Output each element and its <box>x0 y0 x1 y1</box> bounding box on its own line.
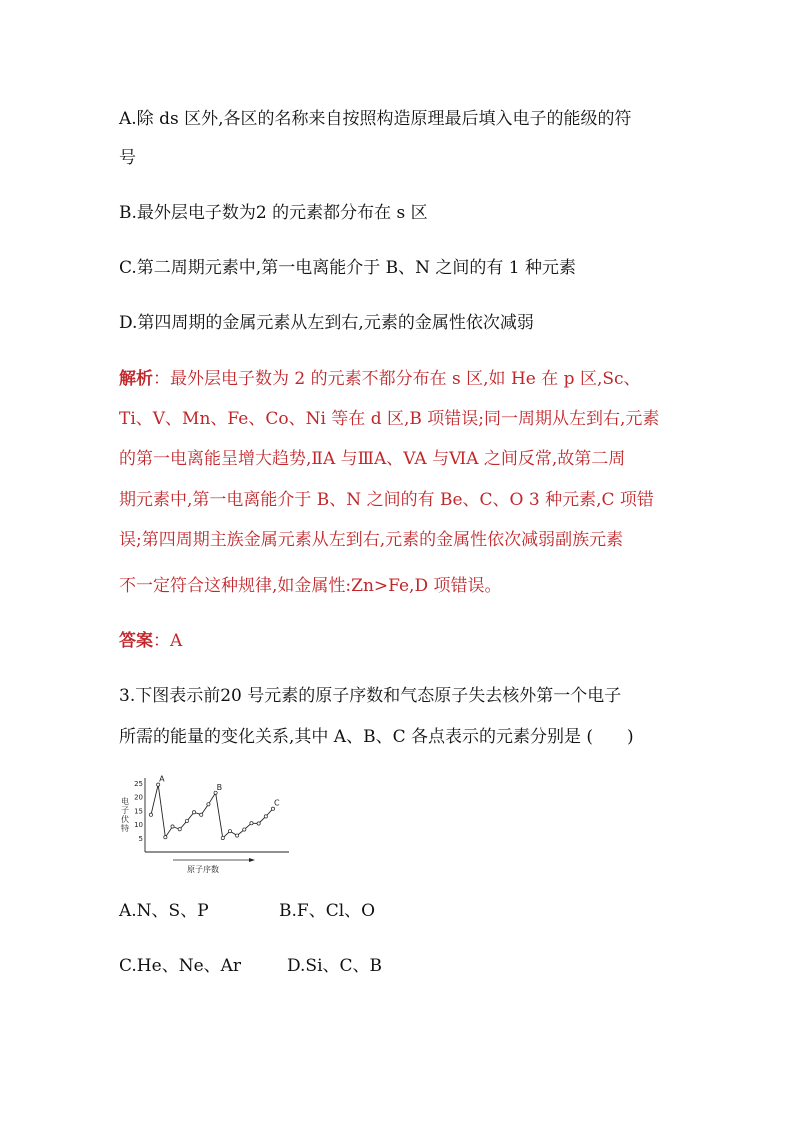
ionization-energy-chart <box>117 772 295 876</box>
data-point <box>257 822 260 825</box>
analysis-text-1: 最外层电子数为 2 的元素不都分布在 s 区,如 He 在 p 区,Sc、 <box>170 369 641 389</box>
data-point <box>171 825 174 828</box>
x-axis-arrow-head <box>249 858 255 862</box>
series <box>149 775 280 840</box>
analysis-line-1 <box>119 367 641 391</box>
x-axis-label: 原子序数 <box>187 865 219 874</box>
answer-line <box>119 629 182 653</box>
analysis-line-5: 误;第四周期主族金属元素从左到右,元素的金属性依次减弱副族元素 <box>119 530 624 550</box>
analysis-label: 解析 <box>119 369 153 389</box>
data-point <box>207 803 210 806</box>
y-axis-label <box>121 796 129 833</box>
point-label: C <box>274 798 280 808</box>
y-axis-label-char: 伏 <box>121 815 129 824</box>
option-d: D.第四周期的金属元素从左到右,元素的金属性依次减弱 <box>119 313 534 333</box>
analysis-line-4: 期元素中,第一电离能介于 B、N 之间的有 Be、C、O 3 种元素,C 项错 <box>119 490 654 510</box>
q3-stem-line2: 所需的能量的变化关系,其中 A、B、C 各点表示的元素分别是 ( ) <box>119 727 634 747</box>
data-point <box>264 815 267 818</box>
q3-option-a: A.N、S、P <box>119 901 209 921</box>
y-tick-label: 10 <box>134 821 143 830</box>
option-a-line1: A.除 ds 区外,各区的名称来自按照构造原理最后填入电子的能级的符 <box>119 109 632 129</box>
y-axis-label-char: 特 <box>121 824 129 833</box>
y-ticks <box>134 780 143 843</box>
option-b: B.最外层电子数为2 的元素都分布在 s 区 <box>119 203 428 223</box>
answer-value: A <box>170 631 183 651</box>
chart-svg <box>117 772 295 876</box>
point-label: B <box>216 782 223 792</box>
data-point <box>178 828 181 831</box>
data-point <box>149 813 152 816</box>
data-point <box>221 836 224 839</box>
analysis-line-6: 不一定符合这种规律,如金属性:Zn>Fe,D 项错误。 <box>119 576 502 596</box>
q3-stem-line1: 3.下图表示前20 号元素的原子序数和气态原子失去核外第一个电子 <box>119 686 622 706</box>
y-axis-label-char: 电 <box>121 797 129 806</box>
data-point <box>185 819 188 822</box>
option-a-line2: 号 <box>119 148 136 168</box>
q3-option-c: C.He、Ne、Ar <box>119 956 242 976</box>
analysis-line-3: 的第一电离能呈增大趋势,ⅡA 与ⅢA、VA 与ⅥA 之间反常,故第二周 <box>119 449 626 469</box>
y-tick-label: 5 <box>138 834 143 843</box>
y-tick-label: 25 <box>134 779 143 788</box>
data-point <box>200 813 203 816</box>
answer-colon: ： <box>153 631 170 651</box>
analysis-line-2: Ti、V、Mn、Fe、Co、Ni 等在 d 区,B 项错误;同一周期从左到右,元素 <box>119 409 660 429</box>
answer-label: 答案 <box>119 631 153 651</box>
point-label: A <box>159 774 165 784</box>
y-axis-label-char: 子 <box>121 806 129 815</box>
q3-option-d: D.Si、C、B <box>287 956 383 976</box>
data-point <box>192 811 195 814</box>
analysis-colon: ： <box>153 369 170 389</box>
data-point <box>236 834 239 837</box>
y-tick-label: 15 <box>134 807 143 816</box>
y-tick-label: 20 <box>134 793 143 802</box>
data-point <box>164 836 167 839</box>
data-point <box>243 828 246 831</box>
q3-option-b: B.F、Cl、O <box>279 901 376 921</box>
option-c: C.第二周期元素中,第一电离能介于 B、N 之间的有 1 种元素 <box>119 258 577 278</box>
series-line <box>151 782 273 838</box>
data-point <box>250 822 253 825</box>
data-point <box>228 830 231 833</box>
